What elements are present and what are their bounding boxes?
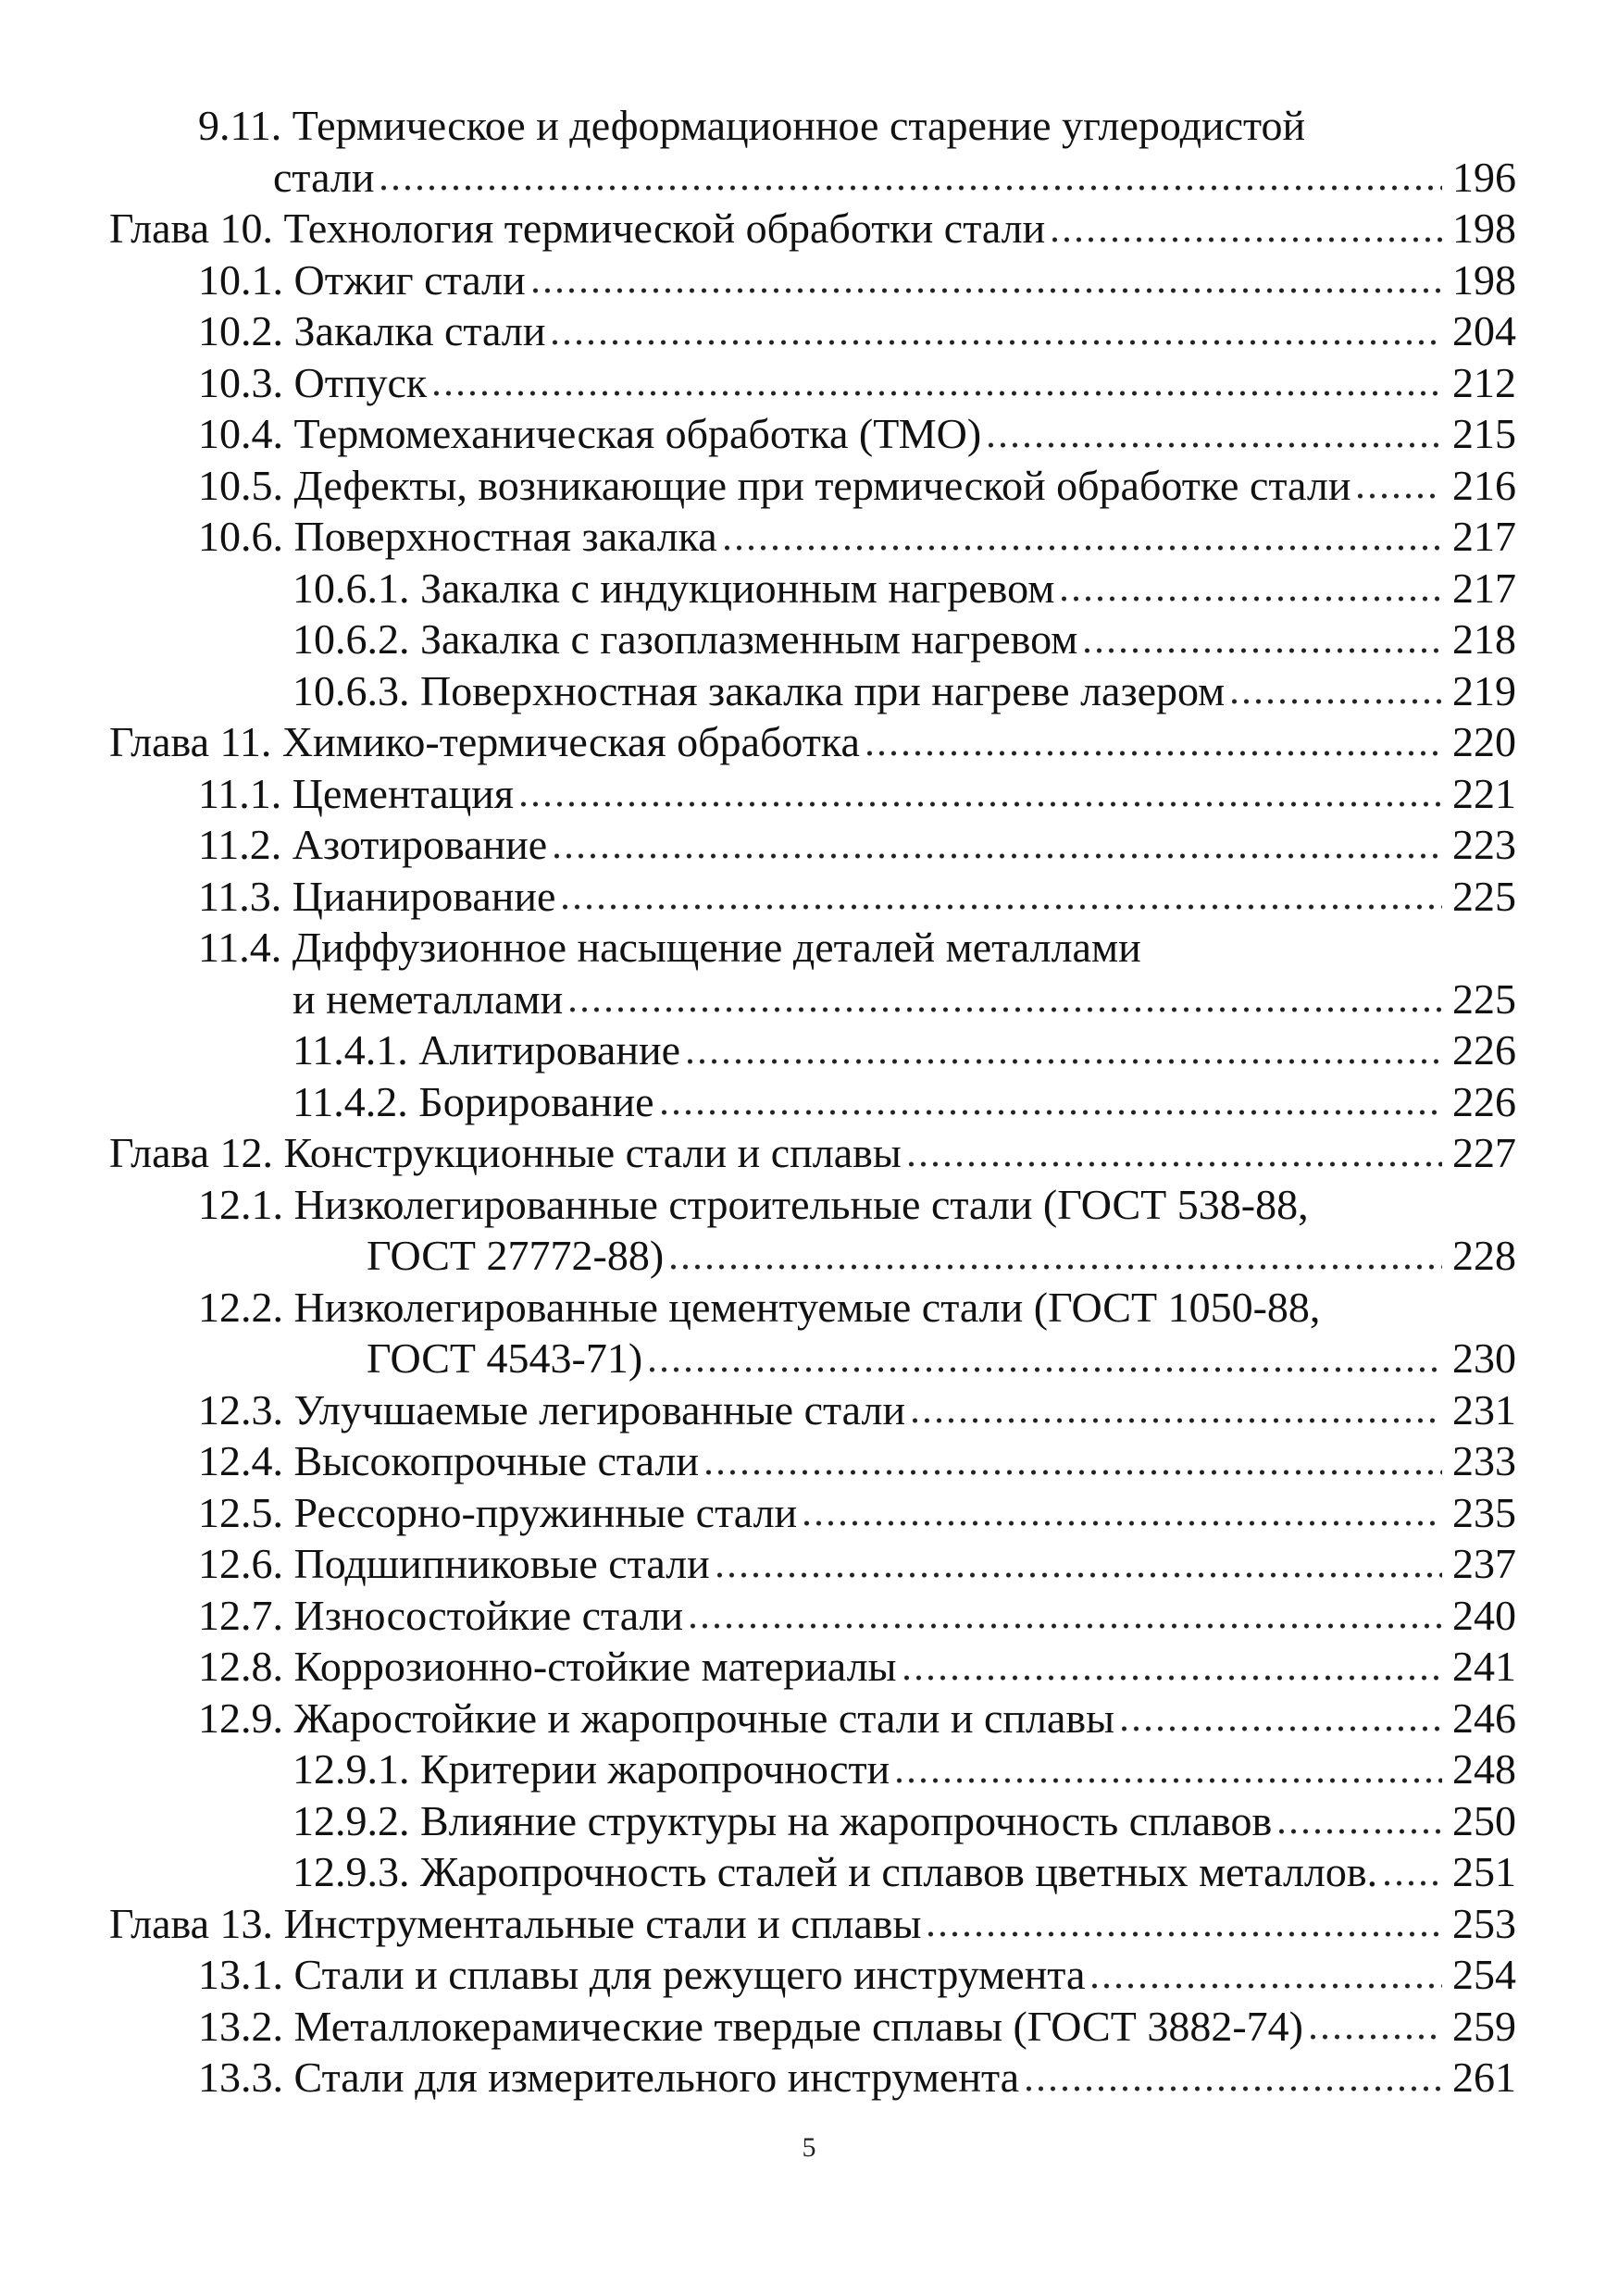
dot-leader — [559, 874, 1442, 911]
dot-leader — [1049, 206, 1442, 243]
toc-entry — [109, 922, 1516, 974]
toc-entry-title: 12.3. Улучшаемые легированные стали — [198, 1385, 906, 1433]
toc-entry-title: и неметаллами — [292, 974, 564, 1023]
toc-entry-title: 12.7. Износостойкие стали — [198, 1591, 684, 1639]
toc-entry-page: 226 — [1452, 1077, 1516, 1125]
toc-entry — [109, 1538, 1516, 1590]
dot-leader — [517, 771, 1442, 808]
toc-entry — [109, 305, 1516, 357]
toc-entry-page: 246 — [1452, 1694, 1516, 1742]
toc-entry-title: 12.9.1. Критерии жаропрочности — [292, 1745, 890, 1793]
dot-leader — [1381, 1850, 1442, 1887]
toc-entry — [109, 1693, 1516, 1744]
dot-leader — [1023, 2055, 1442, 2092]
toc-entry-title: 10.6.2. Закалка с газоплазменным нагревом — [292, 615, 1078, 663]
dot-leader — [985, 412, 1442, 449]
toc-entry-title: 12.8. Коррозионно-стойкие материалы — [198, 1643, 897, 1690]
toc-entry — [109, 203, 1516, 254]
toc-entry — [109, 1384, 1516, 1436]
toc-entry — [109, 974, 1516, 1025]
toc-entry-page: 233 — [1452, 1437, 1516, 1484]
toc-entry — [109, 100, 1516, 152]
toc-entry-page: 215 — [1452, 410, 1516, 457]
toc-entry — [109, 614, 1516, 665]
toc-entry-page: 250 — [1452, 1796, 1516, 1844]
toc-entry-page: 259 — [1452, 2002, 1516, 2050]
toc-entry-page: 225 — [1452, 974, 1516, 1023]
toc-entry — [109, 1949, 1516, 2001]
toc-entry — [109, 871, 1516, 923]
dot-leader — [430, 360, 1442, 397]
dot-leader — [1089, 1953, 1442, 1990]
toc-entry-page: 261 — [1452, 2054, 1516, 2101]
toc-entry-page: 231 — [1452, 1385, 1516, 1433]
dot-leader — [566, 976, 1442, 1013]
dot-leader — [703, 1439, 1442, 1476]
toc-entry-title: 13.3. Стали для измерительного инструмента — [198, 2054, 1020, 2101]
dot-leader — [667, 1234, 1442, 1271]
toc-entry-title: Глава 12. Конструкционные стали и сплавы — [109, 1129, 902, 1176]
toc-entry-page: 223 — [1452, 821, 1516, 868]
dot-leader — [901, 1644, 1443, 1682]
dot-leader — [646, 1336, 1442, 1373]
dot-leader — [801, 1490, 1442, 1527]
toc-entry — [109, 1590, 1516, 1642]
toc-entry-page: 204 — [1452, 307, 1516, 354]
toc-entry-title: 11.1. Цементация — [198, 769, 515, 817]
toc-entry — [109, 460, 1516, 512]
page-number: 5 — [802, 2132, 816, 2163]
toc-entry-title: 12.9.2. Влияние структуры на жаропрочность сплавов — [292, 1796, 1273, 1844]
toc-entry-title: 10.6.1. Закалка с индукционным нагревом — [292, 564, 1055, 612]
dot-leader — [905, 1131, 1442, 1168]
toc-entry-page: 212 — [1452, 358, 1516, 406]
toc-entry-page: 217 — [1452, 513, 1516, 560]
toc-entry — [109, 1744, 1516, 1795]
toc-entry-page: 251 — [1452, 1848, 1516, 1895]
toc-entry — [109, 819, 1516, 871]
toc-entry — [109, 1846, 1516, 1898]
dot-leader — [925, 1901, 1442, 1938]
toc-entry-page: 226 — [1452, 1026, 1516, 1074]
toc-entry — [109, 511, 1516, 563]
toc-entry-title: 12.2. Низколегированные цементуемые стали (ГОСТ 1050-88, — [198, 1283, 1321, 1331]
toc-entry-title: 13.1. Стали и сплавы для режущего инструмента — [198, 1951, 1086, 1998]
toc-entry — [109, 1024, 1516, 1076]
toc-entry-title: 11.3. Цианирование — [198, 872, 556, 920]
toc-entry-title: 10.5. Дефекты, возникающие при термической обработке стали — [198, 461, 1351, 509]
toc-entry-title: 12.1. Низколегированные строительные стали (ГОСТ 538-88, — [198, 1180, 1309, 1228]
dot-leader — [378, 155, 1442, 192]
dot-leader — [1276, 1798, 1442, 1835]
toc-entry — [109, 2001, 1516, 2053]
toc-entry-title: Глава 11. Химико-термическая обработка — [109, 718, 860, 765]
toc-entry — [109, 408, 1516, 460]
toc-entry-title: 11.4.2. Борирование — [292, 1077, 654, 1125]
dot-leader — [1118, 1695, 1442, 1732]
toc-entry — [109, 357, 1516, 409]
toc-entry — [109, 1076, 1516, 1128]
dot-leader — [909, 1387, 1442, 1424]
toc-entry-title: 10.4. Термомеханическая обработка (ТМО) — [198, 410, 982, 457]
toc-entry-page: 198 — [1452, 205, 1516, 252]
toc-entry — [109, 1127, 1516, 1179]
toc-entry-title: 11.4. Диффузионное насыщение деталей металлами — [198, 924, 1141, 971]
dot-leader — [1228, 668, 1442, 705]
toc-entry-page: 218 — [1452, 615, 1516, 663]
toc-entry — [109, 665, 1516, 717]
toc-entry-title: 10.6.3. Поверхностная закалка при нагреве лазером — [292, 666, 1226, 714]
toc-entry-page: 225 — [1452, 872, 1516, 920]
toc-entry-page: 241 — [1452, 1643, 1516, 1690]
toc-entry-title: стали — [273, 153, 375, 201]
toc-entry-title: 12.6. Подшипниковые стали — [198, 1540, 710, 1587]
dot-leader — [721, 515, 1442, 552]
toc-entry — [109, 152, 1516, 204]
dot-leader — [1307, 2004, 1442, 2041]
toc-entry-page: 221 — [1452, 769, 1516, 817]
toc-entry — [109, 1898, 1516, 1950]
toc-entry-page: 217 — [1452, 564, 1516, 612]
toc-entry — [109, 1641, 1516, 1693]
toc-entry-title: 12.5. Рессорно-пружинные стали — [198, 1488, 798, 1536]
toc-entry-title: Глава 13. Инструментальные стали и сплавы — [109, 1899, 922, 1947]
toc-entry — [109, 1179, 1516, 1231]
toc-entry-title: 11.4.1. Алитирование — [292, 1026, 680, 1074]
toc-entry-page: 196 — [1452, 153, 1516, 201]
toc-entry-title: 12.9. Жаростойкие и жаропрочные стали и сплавы — [198, 1694, 1114, 1742]
toc-entry — [109, 563, 1516, 614]
dot-leader — [864, 720, 1442, 757]
toc-entry-page: 219 — [1452, 666, 1516, 714]
toc-entry-page: 198 — [1452, 255, 1516, 304]
toc-entry-title: 12.9.3. Жаропрочность сталей и сплавов цветных металлов. — [292, 1848, 1378, 1895]
toc-entry-page: 216 — [1452, 461, 1516, 509]
toc-entry-title: 9.11. Термическое и деформационное старение углеродистой — [198, 102, 1306, 149]
toc-entry-title: 13.2. Металлокерамические твердые сплавы (ГОСТ 3882-74) — [198, 2002, 1303, 2050]
dot-leader — [549, 309, 1442, 346]
toc-entry-title: ГОСТ 27772-88) — [367, 1232, 665, 1279]
toc-entry — [109, 768, 1516, 820]
toc-entry — [109, 2052, 1516, 2104]
toc-entry-page: 220 — [1452, 718, 1516, 765]
toc-entry-page: 228 — [1452, 1232, 1516, 1279]
toc-entry-page: 253 — [1452, 1899, 1516, 1947]
dot-leader — [714, 1542, 1442, 1579]
toc-entry — [109, 1435, 1516, 1487]
dot-leader — [529, 257, 1442, 294]
dot-leader — [1058, 565, 1442, 602]
toc-entry — [109, 1333, 1516, 1384]
toc-entry-title: 11.2. Азотирование — [198, 821, 548, 868]
toc-entry — [109, 1282, 1516, 1334]
toc-entry — [109, 1795, 1516, 1847]
toc-entry-title: 12.4. Высокопрочные стали — [198, 1437, 699, 1484]
dot-leader — [687, 1593, 1442, 1630]
dot-leader — [658, 1079, 1442, 1116]
toc-entry-title: Глава 10. Технология термической обработки стали — [109, 205, 1046, 252]
toc-entry-page: 227 — [1452, 1129, 1516, 1176]
toc-entry-page: 254 — [1452, 1951, 1516, 1998]
dot-leader — [893, 1747, 1442, 1784]
toc-entry — [109, 1487, 1516, 1539]
toc-entry-title: 10.1. Отжиг стали — [198, 255, 526, 304]
toc-entry — [109, 1230, 1516, 1282]
dot-leader — [1354, 463, 1442, 500]
dot-leader — [551, 823, 1442, 860]
table-of-contents — [109, 100, 1516, 2104]
toc-entry-page: 235 — [1452, 1488, 1516, 1536]
toc-entry — [109, 254, 1516, 306]
toc-entry-page: 240 — [1452, 1591, 1516, 1639]
toc-entry-title: 10.2. Закалка стали — [198, 307, 546, 354]
toc-entry-title: 10.6. Поверхностная закалка — [198, 513, 717, 560]
dot-leader — [1081, 617, 1442, 654]
toc-entry-page: 237 — [1452, 1540, 1516, 1587]
toc-entry — [109, 716, 1516, 768]
toc-entry-title: ГОСТ 4543-71) — [367, 1334, 643, 1382]
toc-entry-page: 248 — [1452, 1745, 1516, 1793]
toc-entry-page: 230 — [1452, 1334, 1516, 1382]
toc-entry-title: 10.3. Отпуск — [198, 358, 428, 406]
dot-leader — [684, 1028, 1442, 1065]
